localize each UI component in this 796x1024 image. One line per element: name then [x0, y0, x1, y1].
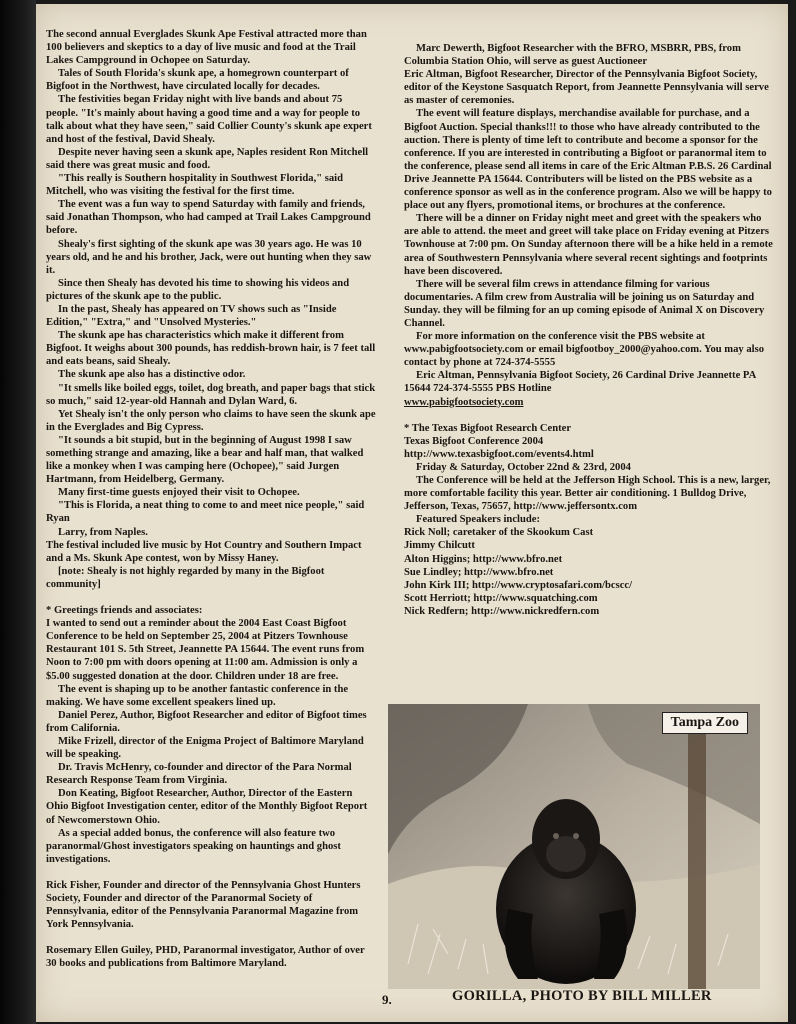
article-paragraph: There will be a dinner on Friday night meet and greet with the speakers who are able to attend. the meet and greet will take place on Friday evening at Pitzers Townhouse at 7:00 pm. On Sunday afternoon there will be a hike held in a remote area of Southwestern Pennsylvania where several recent sightings and footprints have been discovered.: [404, 213, 773, 277]
section-heading: * The Texas Bigfoot Research Center: [404, 422, 572, 434]
speaker-entry: Rick Fisher, Founder and director of the Pennsylvania Ghost Hunters Society, Founder and director of the Paranormal Society of Pennsylvania, editor of the Pennsylvania Paranormal Magazine from York Pennsylvania.: [46, 879, 361, 931]
article-paragraph: Yet Shealy isn't the only person who claims to have seen the skunk ape in the Everglades and Big Cypress.: [46, 408, 376, 433]
article-paragraph: The event will feature displays, merchandise available for purchase, and a Bigfoot Auction. Special thanks!!! to those who have already contributed to the auction. There is plenty of time left to contribute and become a sponsor for the conference. If you are interested in contributing a Bigfoot or paranormal item to the conference, please send all items in care of the Eric Altman P.B.S. 26 Cardinal Drive Jeannette PA 15644. Contributers will be listed on the PBS website as a conference sponsor as well as in the conference program. Also we will be happy to place out any flyers, promotional items, or brochures at the conference.: [404, 108, 772, 212]
conference-dates: Friday & Saturday, October 22nd & 23rd, 2004: [416, 461, 631, 473]
photo-caption: GORILLA, PHOTO BY BILL MILLER: [452, 988, 712, 1004]
speaker-line: Sue Lindley; http://www.bfro.net: [404, 566, 554, 578]
newsletter-page: [36, 4, 788, 1022]
article-paragraph: Since then Shealy has devoted his time to showing his videos and pictures of the skunk ape to the public.: [46, 277, 350, 302]
article-paragraph: In the past, Shealy has appeared on TV shows such as "Inside Edition," "Extra," and "Unsolved Mysteries.": [46, 303, 337, 329]
article-paragraph: The event was a fun way to spend Saturday with family and friends, said Jonathan Thompson, who had camped at Trail Lakes Campground before.: [46, 199, 371, 237]
speaker-entry: Mike Frizell, director of the Enigma Project of Baltimore Maryland will be speaking.: [46, 735, 364, 761]
article-paragraph: The festivities began Friday night with live bands and about 75 people. "It's mainly about having a good time and a way for people to talk about what they have seen," said Collier County's skunk ape expert and host of the festival, David Shealy.: [46, 94, 372, 145]
speaker-line: Alton Higgins; http://www.bfro.net: [404, 553, 563, 565]
article-paragraph: The event is shaping up to be another fantastic conference in the making. We have some excellent speakers lined up.: [46, 683, 349, 708]
article-paragraph: I wanted to send out a reminder about the 2004 East Coast Bigfoot Conference to be held on September 25, 2004 at Pitzers Townhouse Restaurant 101 S. 5th Street, Jeannette PA 15644. The event runs from Noon to 7:00 pm with doors opening at 11:00 am. Admission is only a $5.00 suggested donation at the door. Children under 18 are free.: [46, 618, 365, 682]
conference-title: Texas Bigfoot Conference 2004: [404, 435, 544, 447]
speaker-line: Jimmy Chilcutt: [404, 540, 475, 552]
speaker-entry: Dr. Travis McHenry, co-founder and director of the Para Normal Research Response Team from Virginia.: [46, 762, 352, 787]
article-paragraph: Despite never having seen a skunk ape, Naples resident Ron Mitchell said there was great music and food.: [46, 146, 369, 171]
speakers-heading: Featured Speakers include:: [416, 514, 540, 526]
speaker-entry: Eric Altman, Bigfoot Researcher, Director of the Pennsylvania Bigfoot Society, editor of the Keystone Sasquatch Report, from Jeannette Pennsylvania will serve as master of ceremonies.: [404, 69, 769, 107]
conference-url: http://www.texasbigfoot.com/events4.html: [404, 448, 594, 460]
speaker-entry: Marc Dewerth, Bigfoot Researcher with the BFRO, MSBRR, PBS, from Columbia Station Ohio, will serve as guest Auctioneer: [404, 43, 741, 68]
speaker-entry: Daniel Perez, Author, Bigfoot Researcher and editor of Bigfoot times from California.: [46, 709, 367, 734]
speaker-entry: Don Keating, Bigfoot Researcher, Author, Director of the Eastern Ohio Bigfoot Investigation center, editor of the Monthly Bigfoot Report of Newcomerstown Ohio.: [46, 788, 368, 826]
gorilla-photo: [388, 704, 760, 989]
article-paragraph: The Conference will be held at the Jefferson High School. This is a new, larger, more comfortable facility this year. Better air conditioning. 1 Bulldog Drive, Jefferson, Texas, 75657, http://www.jeffersontx.com: [404, 475, 771, 513]
article-paragraph: The skunk ape has characteristics which make it different from Bigfoot. It weighs about 300 pounds, has reddish-brown hair, is 7 feet tall and eats beans, said Shealy.: [46, 330, 376, 368]
contact-paragraph: Eric Altman, Pennsylvania Bigfoot Society, 26 Cardinal Drive Jeannette PA 15644 724-374-5555 PBS Hotline: [404, 370, 756, 395]
website-link[interactable]: www.pabigfootsociety.com: [404, 396, 524, 408]
article-paragraph: Many first-time guests enjoyed their visit to Ochopee.: [58, 487, 300, 499]
article-paragraph: The second annual Everglades Skunk Ape Festival attracted more than 100 believers and skeptics to a day of live music and food at the Trail Lakes Campground in Ochopee on Saturday.: [46, 29, 367, 67]
article-paragraph: Shealy's first sighting of the skunk ape was 30 years ago. He was 10 years old, and he and his brother, Jack, were out hunting when they saw it.: [46, 238, 372, 276]
speaker-line: Rick Noll; caretaker of the Skookum Cast: [404, 527, 594, 539]
article-paragraph: "This really is Southern hospitality in Southwest Florida," said Mitchell, who was visiting the festival for the first time.: [46, 173, 343, 198]
article-paragraph: Larry, from Naples.: [58, 526, 148, 538]
photo-label: Tampa Zoo: [662, 712, 748, 734]
page-number: 9.: [382, 992, 392, 1007]
article-paragraph: "It sounds a bit stupid, but in the beginning of August 1998 I saw something strange and amazing, like a bear and half man, that walked like a monkey when I was camping here (Ochopee)," said Jurgen Hartmann, from Heidelberg, Germany.: [46, 434, 364, 486]
article-paragraph: Tales of South Florida's skunk ape, a homegrown counterpart of Bigfoot in the Northwest, have circulated locally for decades.: [46, 68, 349, 93]
article-paragraph: "It smells like boiled eggs, toilet, dog breath, and paper bags that stick so much," said 12-year-old Hannah and Dylan Ward, 6.: [46, 382, 376, 407]
page-binding: [0, 0, 36, 1024]
speaker-line: Scott Herriott; http://www.squatching.com: [404, 592, 598, 604]
speaker-entry: Rosemary Ellen Guiley, PHD, Paranormal investigator, Author of over 30 books and publications from Baltimore Maryland.: [46, 945, 365, 970]
speaker-line: John Kirk III; http://www.cryptosafari.com/bcscc/: [404, 579, 633, 591]
article-paragraph: The skunk ape also has a distinctive odor.: [58, 369, 246, 381]
article-paragraph: The festival included live music by Hot Country and Southern Impact and a Ms. Skunk Ape contest, won by Missy Haney.: [46, 539, 362, 564]
contact-paragraph: For more information on the conference visit the PBS website at www.pabigfootsociety.com or email bigfootboy_2000@yahoo.com. You may also contact by phone at 724-374-5555: [404, 331, 765, 369]
article-paragraph: There will be several film crews in attendance filming for various documentaries. A film crew from Australia will be joining us on Saturday and Sunday. they will be filming for an up coming episode of Animal X on Discovery Channel.: [404, 278, 765, 329]
speaker-line: Nick Redfern; http://www.nickredfern.com: [404, 605, 600, 617]
gorilla-photo-icon: [388, 704, 760, 989]
greeting-line: * Greetings friends and associates:: [46, 605, 203, 617]
article-paragraph: As a special added bonus, the conference will also feature two paranormal/Ghost investigators speaking on hauntings and ghost investigations.: [46, 827, 341, 865]
left-column: [46, 28, 376, 970]
right-column: [404, 42, 776, 618]
editor-note: [note: Shealy is not highly regarded by many in the Bigfoot community]: [46, 565, 325, 590]
article-paragraph: "This is Florida, a neat thing to come to and meet nice people," said Ryan: [46, 500, 365, 525]
